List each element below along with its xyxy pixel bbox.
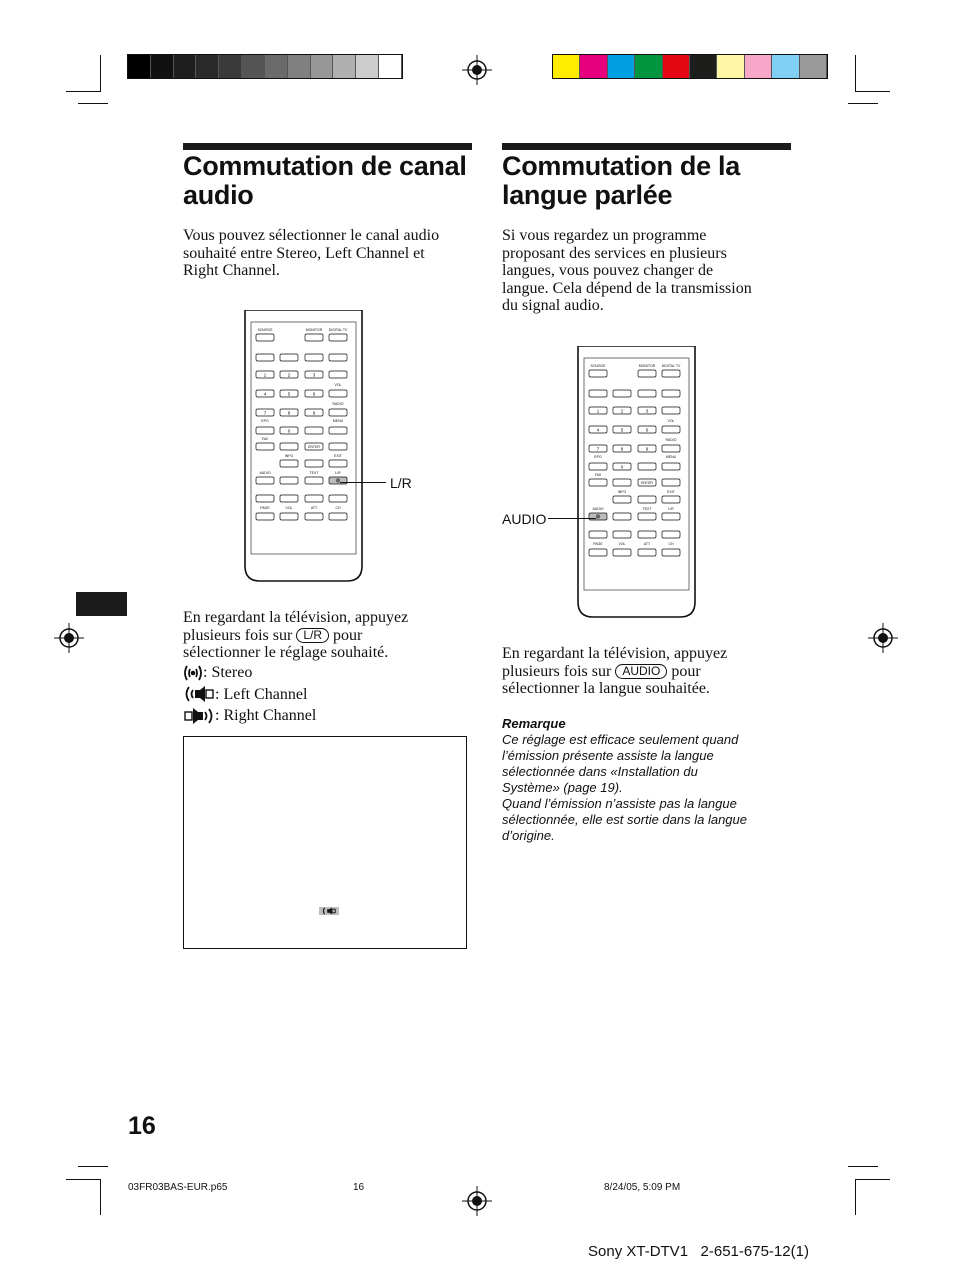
crop-mark (855, 91, 890, 92)
section-rule-left (183, 143, 472, 150)
color-swatch (379, 55, 402, 78)
crop-mark (78, 103, 108, 104)
note-block (502, 716, 802, 844)
crop-mark (100, 1179, 101, 1215)
remote-digit-label: 3 (312, 372, 316, 378)
remote-text-button (305, 477, 323, 484)
remote-att-label: ATT (310, 506, 318, 510)
remote-source-label: SOURCE (590, 364, 606, 368)
remote-page-label: PAGE (260, 506, 270, 510)
remote-page-label: PAGE (593, 542, 603, 546)
remote-radio-label: RADIO (665, 438, 677, 442)
remote-menu-button (329, 427, 347, 434)
color-swatch (333, 55, 356, 78)
color-swatch (196, 55, 219, 78)
remote-transport-button (305, 354, 323, 361)
remote-transport-button (280, 354, 298, 361)
left-intro-line: souhaité entre Stereo, Left Channel et (183, 244, 425, 262)
remote-exit-button (329, 460, 347, 467)
remote-vol-down-button (662, 426, 680, 433)
remote-vol-label: VOL (667, 419, 675, 423)
registration-mark-icon (54, 623, 84, 653)
remote-vol-label: VOL (334, 383, 342, 387)
crop-mark (848, 103, 878, 104)
audio-callout-line (548, 518, 596, 519)
crop-mark (855, 1179, 856, 1215)
mode-stereo (183, 662, 316, 684)
right-section-title (502, 152, 802, 210)
remote-digit-label: 5 (287, 391, 291, 397)
remote-digit-label: 1 (263, 372, 267, 378)
crop-mark (855, 1179, 890, 1180)
remote-left-button (613, 479, 631, 486)
right-instr-line3: sélectionner la langue souhaitée. (502, 680, 710, 697)
remote-up-button (662, 531, 680, 538)
remote-audio-label: AUDIO (259, 471, 271, 475)
note-line: Ce réglage est efficace seulement quand (502, 732, 739, 747)
note-line: sélectionnée, elle est sortie dans la langue (502, 812, 747, 827)
remote-digit-label: 4 (263, 391, 267, 397)
remote-vol-up-button (329, 371, 347, 378)
remote-transport-button (613, 390, 631, 397)
remote-right-button (662, 479, 680, 486)
remote-vol-label: VOL (618, 542, 626, 546)
audio-callout-label: AUDIO (502, 511, 547, 527)
remote-left-button (280, 443, 298, 450)
crop-mark (66, 91, 101, 92)
remote-digit-label: 5 (620, 427, 624, 433)
right-title-line1: Commutation de la (502, 151, 740, 181)
crop-mark (100, 55, 101, 91)
note-line: Quand l’émission n’assiste pas la langue (502, 796, 737, 811)
page-number: 16 (128, 1112, 156, 1140)
note-line: sélectionnée dans «Installation du (502, 764, 698, 779)
remote-text-label: TEXT (309, 471, 319, 475)
color-swatch (635, 55, 662, 78)
remote-att-label: ATT (643, 542, 651, 546)
remote-fav-button (256, 443, 274, 450)
left-section-title (183, 152, 478, 210)
remote-control-illustration (574, 346, 699, 618)
remote-lr-button (662, 513, 680, 520)
lr-callout-label: L/R (390, 475, 412, 491)
mode-left-channel (183, 684, 316, 706)
remote-digit-label: 0 (620, 464, 624, 470)
remote-digit-label: 8 (287, 410, 291, 416)
remote-up-button (589, 531, 607, 538)
color-swatch (663, 55, 690, 78)
right-intro (502, 227, 802, 315)
remote-vol-down-button (329, 390, 347, 397)
remote-up-button (638, 531, 656, 538)
remote-menu-label: MENU (332, 419, 344, 423)
tv-screen-illustration (183, 736, 467, 949)
remote-text-button (638, 513, 656, 520)
remote-menu-label: MENU (665, 455, 677, 459)
lr-button-symbol: L/R (296, 628, 329, 643)
mode-label: : Left Channel (215, 685, 308, 703)
remote-source-label: SOURCE (257, 328, 273, 332)
color-swatch (151, 55, 174, 78)
section-tab (76, 592, 127, 616)
remote-right-button (329, 443, 347, 450)
remote-down-button (280, 513, 298, 520)
remote-digit-label: 0 (287, 428, 291, 434)
left-intro (183, 227, 483, 280)
right-instr-text: pour (671, 662, 701, 680)
right-instr-line2 (502, 663, 802, 681)
remote-blank-button (280, 477, 298, 484)
remote-info-label: INFO (284, 454, 294, 458)
remote-exit-label: EXIT (334, 454, 342, 458)
left-instr-line1: En regardant la télévision, appuyez (183, 609, 409, 626)
color-swatch (265, 55, 288, 78)
right-instructions (502, 645, 802, 698)
right-channel-icon (183, 707, 215, 725)
left-instr-line2 (183, 627, 483, 645)
color-swatch (772, 55, 799, 78)
note-line: l’émission présente assiste la langue (502, 748, 714, 763)
crop-mark (78, 1166, 108, 1167)
remote-up-button (305, 495, 323, 502)
color-swatch (356, 55, 379, 78)
remote-info-button (613, 496, 631, 503)
remote-blank-button (613, 513, 631, 520)
remote-digital-tv-label: DIGITAL TV (661, 364, 681, 368)
process-color-bar (552, 54, 828, 79)
section-rule-right (502, 143, 791, 150)
remote-radio-label: RADIO (332, 402, 344, 406)
remote-digit-label: 3 (645, 408, 649, 414)
remote-exit-label: EXIT (667, 490, 675, 494)
remote-down-button (305, 460, 323, 467)
color-swatch (174, 55, 197, 78)
remote-radio-button (329, 409, 347, 416)
mode-right-channel (183, 705, 316, 727)
remote-digit-label: 2 (287, 372, 291, 378)
remote-epg-button (256, 427, 274, 434)
right-title-line2: langue parlée (502, 180, 673, 210)
remote-audio-button (256, 477, 274, 484)
remote-digit-label: 6 (312, 391, 316, 397)
right-intro-line: langues, vous pouvez changer de (502, 262, 714, 279)
remote-text-label: TEXT (642, 507, 652, 511)
remote-up-button (613, 531, 631, 538)
left-intro-line: Vous pouvez sélectionner le canal audio (183, 227, 440, 244)
remote-source-button (256, 334, 274, 341)
left-channel-icon (183, 685, 215, 703)
remote-up-button (280, 495, 298, 502)
left-intro-line: Right Channel. (183, 262, 280, 279)
remote-down-button (305, 513, 323, 520)
remote-ch-label: CH (335, 506, 341, 510)
remote-epg-button (589, 463, 607, 470)
remote-digital-tv-button (329, 334, 347, 341)
registration-mark-icon (462, 55, 492, 85)
remote-epg-label: EPG (261, 419, 269, 423)
left-title-line1: Commutation de canal (183, 151, 467, 181)
remote-vol-up-button (662, 407, 680, 414)
remote-radio-button (662, 445, 680, 452)
remote-digital-tv-button (662, 370, 680, 377)
right-instr-text: plusieurs fois sur (502, 662, 612, 680)
audio-button-symbol: AUDIO (615, 664, 667, 679)
left-channel-icon (319, 907, 339, 915)
registration-mark-icon (462, 1186, 492, 1216)
remote-down-button (589, 549, 607, 556)
crop-mark (855, 55, 856, 91)
remote-down-button (256, 513, 274, 520)
color-swatch (288, 55, 311, 78)
color-swatch (553, 55, 580, 78)
remote-up-button (256, 495, 274, 502)
remote-menu-button (662, 463, 680, 470)
remote-down-button (662, 549, 680, 556)
color-swatch (717, 55, 744, 78)
remote-transport-button (329, 354, 347, 361)
color-swatch (311, 55, 334, 78)
osd-left-channel-indicator (319, 907, 339, 915)
footer-filename: 03FR03BAS-EUR.p65 (128, 1182, 228, 1193)
remote-transport-button (662, 390, 680, 397)
remote-digit-label: 9 (645, 446, 649, 452)
remote-down-button (638, 496, 656, 503)
footer-date: 8/24/05, 5:09 PM (604, 1182, 681, 1193)
remote-digit-label: 7 (263, 410, 267, 416)
remote-exit-button (662, 496, 680, 503)
right-intro-line: du signal audio. (502, 297, 604, 314)
crop-mark (66, 1179, 101, 1180)
remote-up-button (638, 463, 656, 470)
remote-digit-label: 2 (620, 408, 624, 414)
right-intro-line: Si vous regardez un programme (502, 227, 707, 244)
audio-mode-list (183, 662, 316, 727)
footer-model: Sony XT-DTV1 2-651-675-12(1) (588, 1243, 809, 1260)
remote-digit-label: 8 (620, 446, 624, 452)
remote-enter-label: ENTER (641, 481, 653, 485)
remote-pressed-indicator (596, 514, 600, 518)
left-instructions (183, 609, 483, 662)
remote-monitor-label: MONITOR (305, 328, 323, 332)
remote-transport-button (256, 354, 274, 361)
right-intro-line: proposant des services en plusieurs (502, 244, 727, 262)
remote-transport-button (638, 390, 656, 397)
remote-up-button (329, 495, 347, 502)
color-swatch (690, 55, 717, 78)
color-swatch (128, 55, 151, 78)
left-instr-text: plusieurs fois sur (183, 626, 293, 644)
registration-mark-icon (868, 623, 898, 653)
crop-mark (848, 1166, 878, 1167)
remote-digit-label: 6 (645, 427, 649, 433)
right-intro-line: langue. Cela dépend de la transmission (502, 279, 752, 297)
remote-digit-label: 1 (596, 408, 600, 414)
note-line: Système» (page 19). (502, 780, 623, 795)
remote-digital-tv-label: DIGITAL TV (328, 328, 348, 332)
remote-transport-button (589, 390, 607, 397)
remote-lr-label: L/R (668, 507, 674, 511)
remote-digit-label: 4 (596, 427, 600, 433)
color-swatch (242, 55, 265, 78)
left-instr-text: pour (333, 626, 363, 644)
remote-epg-label: EPG (594, 455, 602, 459)
remote-fav-label: FAV (261, 437, 269, 441)
left-title-line2: audio (183, 180, 254, 210)
remote-down-button (613, 549, 631, 556)
mode-label: : Right Channel (215, 707, 317, 724)
remote-digit-label: 7 (596, 446, 600, 452)
remote-info-label: INFO (617, 490, 627, 494)
remote-up-button (305, 427, 323, 434)
note-line: d’origine. (502, 828, 555, 843)
remote-vol-label: VOL (285, 506, 293, 510)
footer-page: 16 (353, 1182, 365, 1193)
remote-info-button (280, 460, 298, 467)
remote-digit-label: 9 (312, 410, 316, 416)
remote-down-button (638, 549, 656, 556)
remote-audio-label: AUDIO (592, 507, 604, 511)
color-swatch (219, 55, 242, 78)
remote-enter-label: ENTER (308, 445, 320, 449)
right-instr-line1: En regardant la télévision, appuyez (502, 645, 728, 662)
remote-down-button (329, 513, 347, 520)
remote-monitor-button (305, 334, 323, 341)
color-swatch (580, 55, 607, 78)
remote-lr-label: L/R (335, 471, 341, 475)
stereo-icon (183, 664, 203, 682)
remote-ch-label: CH (668, 542, 674, 546)
remote-fav-button (589, 479, 607, 486)
remote-monitor-label: MONITOR (638, 364, 656, 368)
lr-callout-line (340, 482, 386, 483)
mode-label: : Stereo (203, 664, 253, 681)
remote-monitor-button (638, 370, 656, 377)
remote-source-button (589, 370, 607, 377)
note-title: Remarque (502, 716, 566, 731)
color-swatch (608, 55, 635, 78)
grayscale-color-bar (127, 54, 403, 79)
color-swatch (745, 55, 772, 78)
left-instr-line3: sélectionner le réglage souhaité. (183, 644, 389, 661)
remote-control-illustration (241, 310, 366, 582)
color-swatch (800, 55, 827, 78)
remote-fav-label: FAV (594, 473, 602, 477)
